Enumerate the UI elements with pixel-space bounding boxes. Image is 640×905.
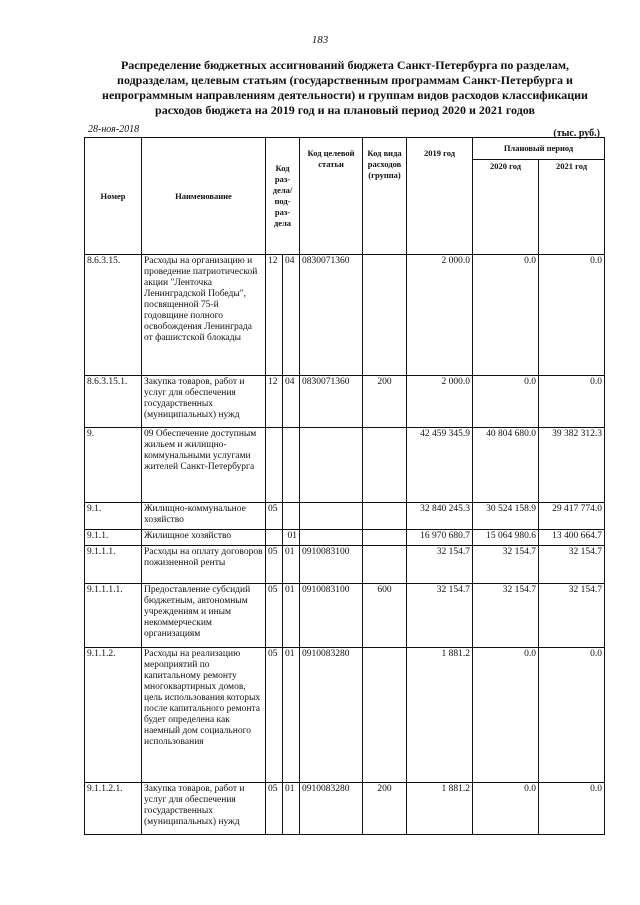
row-name: Расходы на организацию и проведение патриотической акции "Ленточка Ленинградской Победы", посвященной 75-й годовщине полного освобождения Ленинграда от фашистской блокады [142, 255, 266, 376]
header-kind-code: Код вида расходов (группа) [363, 138, 407, 255]
row-name: Закупка товаров, работ и услуг для обеспечения государственных (муниципальных) нужд [142, 376, 266, 428]
row-number: 9.1.1.2. [85, 648, 142, 783]
row-podrazdel: 01 [283, 530, 300, 546]
row-2020: 0.0 [473, 376, 539, 428]
row-number: 9.1.1.1. [85, 546, 142, 584]
row-target: 0910083280 [300, 648, 363, 783]
row-name: Жилищно-коммунальное хозяйство [142, 503, 266, 530]
table-row [85, 530, 605, 546]
row-podrazdel: 01 [283, 584, 300, 648]
row-kind [363, 648, 407, 783]
header-plan-period: Плановый период [473, 138, 605, 160]
row-2019: 42 459 345.9 [407, 428, 473, 503]
row-name: Предоставление субсидий бюджетным, автономным учреждениям и иным некоммерческим организациям [142, 584, 266, 648]
row-razdel: 05 [266, 584, 283, 648]
document-title: Распределение бюджетных ассигнований бюджета Санкт-Петербурга по разделам, подразделам, целевым статьям (государственным программам Санкт-Петербурга и непрограммным направлениям деятельности) и группам видов расходов классификации расходов бюджета на 2019 год и на плановый период 2020 и 2021 годов [102, 58, 588, 117]
row-podrazdel: 01 [283, 546, 300, 584]
row-target [300, 530, 363, 546]
row-razdel: 05 [266, 546, 283, 584]
row-number: 9.1.1.1.1. [85, 584, 142, 648]
row-2021: 13 400 664.7 [539, 530, 605, 546]
document-date: 28-ноя-2018 [88, 124, 140, 135]
row-name: Жилищное хозяйство [142, 530, 266, 546]
table-row [85, 376, 605, 428]
row-2020: 32 154.7 [473, 584, 539, 648]
row-target: 0910083100 [300, 546, 363, 584]
row-kind [363, 255, 407, 376]
header-target-code: Код целевой статьи [300, 138, 363, 255]
row-razdel [266, 530, 283, 546]
row-target [300, 503, 363, 530]
row-number: 8.6.3.15.1. [85, 376, 142, 428]
row-2020: 0.0 [473, 255, 539, 376]
row-kind: 200 [363, 783, 407, 835]
row-2020: 0.0 [473, 648, 539, 783]
row-razdel: 05 [266, 783, 283, 835]
row-2020: 40 804 680.0 [473, 428, 539, 503]
row-2019: 2 000.0 [407, 376, 473, 428]
row-2019: 32 154.7 [407, 584, 473, 648]
row-podrazdel: 01 [283, 648, 300, 783]
row-number: 9.1.1. [85, 530, 142, 546]
row-2021: 39 382 312.3 [539, 428, 605, 503]
header-nomer: Номер [85, 138, 142, 255]
row-target [300, 428, 363, 503]
row-razdel [266, 428, 283, 503]
row-2021: 32 154.7 [539, 584, 605, 648]
row-target: 0910083100 [300, 584, 363, 648]
row-number: 9.1.1.2.1. [85, 783, 142, 835]
table-row [85, 503, 605, 530]
row-number: 9.1. [85, 503, 142, 530]
table-row [85, 255, 605, 376]
row-razdel: 12 [266, 376, 283, 428]
table-row [85, 546, 605, 584]
row-podrazdel: 01 [283, 783, 300, 835]
row-podrazdel [283, 428, 300, 503]
row-number: 9. [85, 428, 142, 503]
row-target: 0830071360 [300, 376, 363, 428]
row-2019: 32 154.7 [407, 546, 473, 584]
row-2020: 32 154.7 [473, 546, 539, 584]
row-kind [363, 530, 407, 546]
header-name: Наименование [142, 138, 266, 255]
row-2021: 29 417 774.0 [539, 503, 605, 530]
row-razdel: 05 [266, 503, 283, 530]
row-2021: 0.0 [539, 255, 605, 376]
row-2019: 32 840 245.3 [407, 503, 473, 530]
header-2019: 2019 год [407, 138, 473, 255]
row-podrazdel [283, 503, 300, 530]
row-name: Расходы на реализацию мероприятий по капитальному ремонту многоквартирных домов, цель использования которых после капитального ремонта будет определена как наемный дом социального использования [142, 648, 266, 783]
row-2019: 2 000.0 [407, 255, 473, 376]
header-section-code: Код раз-дела/ под-раз-дела [266, 138, 300, 255]
row-name: 09 Обеспечение доступным жильем и жилищно-коммунальными услугами жителей Санкт-Петербурга [142, 428, 266, 503]
row-2019: 1 881.2 [407, 648, 473, 783]
row-kind [363, 546, 407, 584]
row-target: 0910083280 [300, 783, 363, 835]
row-kind: 200 [363, 376, 407, 428]
row-kind: 600 [363, 584, 407, 648]
budget-table [84, 137, 605, 835]
row-podrazdel: 04 [283, 376, 300, 428]
row-kind [363, 503, 407, 530]
row-podrazdel: 04 [283, 255, 300, 376]
row-number: 8.6.3.15. [85, 255, 142, 376]
row-2019: 1 881.2 [407, 783, 473, 835]
table-row [85, 584, 605, 648]
page-number: 183 [311, 34, 329, 46]
row-2021: 0.0 [539, 376, 605, 428]
row-2020: 0.0 [473, 783, 539, 835]
row-2019: 16 970 680.7 [407, 530, 473, 546]
row-target: 0830071360 [300, 255, 363, 376]
row-2021: 0.0 [539, 783, 605, 835]
row-2020: 30 524 158.9 [473, 503, 539, 530]
row-kind [363, 428, 407, 503]
units-label: (тыс. руб.) [553, 128, 600, 139]
row-2021: 32 154.7 [539, 546, 605, 584]
row-razdel: 05 [266, 648, 283, 783]
row-2020: 15 064 980.6 [473, 530, 539, 546]
table-row [85, 783, 605, 835]
row-name: Расходы на оплату договоров пожизненной ренты [142, 546, 266, 584]
row-razdel: 12 [266, 255, 283, 376]
header-2020: 2020 год [473, 160, 539, 255]
row-2021: 0.0 [539, 648, 605, 783]
header-2021: 2021 год [539, 160, 605, 255]
row-name: Закупка товаров, работ и услуг для обеспечения государственных (муниципальных) нужд [142, 783, 266, 835]
table-row [85, 428, 605, 503]
table-row [85, 648, 605, 783]
